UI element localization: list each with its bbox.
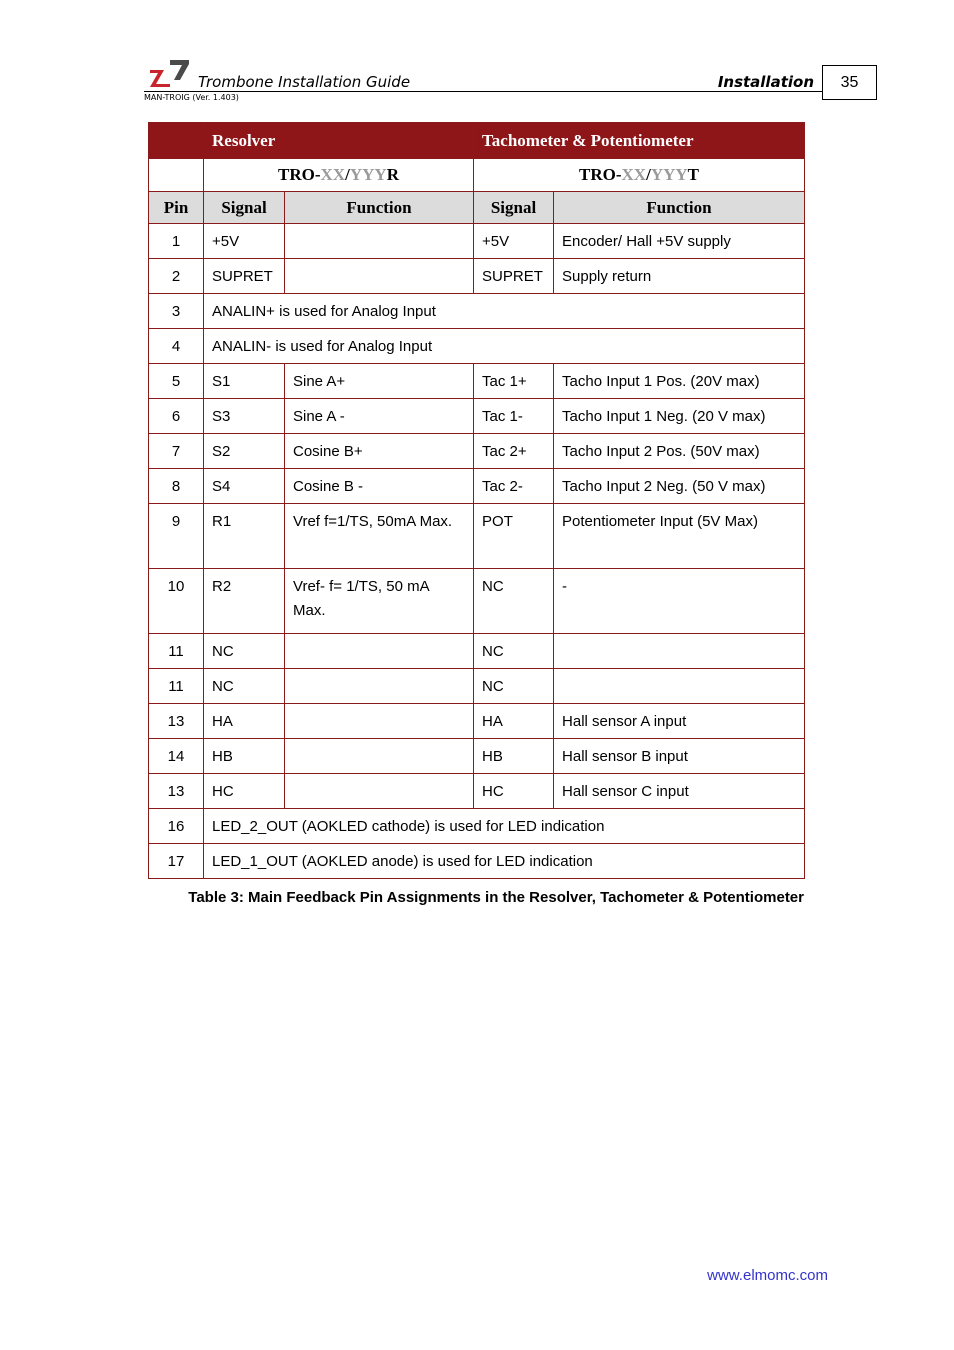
model-yyy: YYY [650, 165, 688, 184]
model-suffix: T [687, 165, 700, 184]
table-caption: Table 3: Main Feedback Pin Assignments in the Resolver, Tachometer & Potentiometer [188, 889, 804, 906]
pin-cell: 13 [149, 704, 204, 739]
function-cell [285, 259, 474, 294]
signal-cell: HC [204, 774, 285, 809]
table-row [149, 669, 805, 704]
section-title: Installation [717, 73, 814, 91]
signal-cell: Tac 1- [474, 399, 554, 434]
signal-cell: S1 [204, 364, 285, 399]
column-header: Function [285, 192, 474, 224]
function-cell [285, 224, 474, 259]
model-row [149, 159, 805, 192]
column-header: Function [554, 192, 805, 224]
column-header: Signal [204, 192, 285, 224]
pin-cell: 2 [149, 259, 204, 294]
function-cell: Vref- f= 1/TS, 50 mA Max. [285, 569, 474, 634]
table-row [149, 634, 805, 669]
signal-cell: Tac 2+ [474, 434, 554, 469]
signal-cell: HA [474, 704, 554, 739]
function-cell [554, 634, 805, 669]
table-row [149, 844, 805, 879]
column-header: Pin [149, 192, 204, 224]
model-suffix: R [386, 165, 399, 184]
function-cell: Cosine B - [285, 469, 474, 504]
description-cell: LED_2_OUT (AOKLED cathode) is used for LED indication [204, 809, 805, 844]
pin-cell: 1 [149, 224, 204, 259]
model-xx: XX [621, 165, 647, 184]
group-header-tachometer: Tachometer & Potentiometer [474, 123, 805, 159]
group-header-row [149, 123, 805, 159]
model-xx: XX [320, 165, 346, 184]
table-row [149, 259, 805, 294]
signal-cell: R1 [204, 504, 285, 569]
signal-cell: NC [204, 634, 285, 669]
pin-cell: 14 [149, 739, 204, 774]
signal-cell: S4 [204, 469, 285, 504]
signal-cell: R2 [204, 569, 285, 634]
pin-cell: 7 [149, 434, 204, 469]
description-cell: ANALIN- is used for Analog Input [204, 329, 805, 364]
pin-cell: 5 [149, 364, 204, 399]
page-number: 35 [822, 65, 877, 100]
model-sep: / [345, 165, 350, 184]
signal-cell: HB [474, 739, 554, 774]
signal-cell: Tac 2- [474, 469, 554, 504]
function-cell: Tacho Input 2 Neg. (50 V max) [554, 469, 805, 504]
pin-cell: 11 [149, 669, 204, 704]
signal-cell: HB [204, 739, 285, 774]
table-row [149, 294, 805, 329]
pin-cell: 8 [149, 469, 204, 504]
signal-cell: HC [474, 774, 554, 809]
function-cell: Tacho Input 1 Neg. (20 V max) [554, 399, 805, 434]
signal-cell: +5V [204, 224, 285, 259]
signal-cell: POT [474, 504, 554, 569]
pin-cell: 13 [149, 774, 204, 809]
model-prefix: TRO- [278, 165, 321, 184]
model-resolver [204, 159, 474, 192]
model-blank [149, 159, 204, 192]
function-cell: Encoder/ Hall +5V supply [554, 224, 805, 259]
signal-cell: NC [474, 669, 554, 704]
description-cell: LED_1_OUT (AOKLED anode) is used for LED indication [204, 844, 805, 879]
table-row [149, 704, 805, 739]
pin-cell: 9 [149, 504, 204, 569]
function-cell: - [554, 569, 805, 634]
function-cell: Hall sensor A input [554, 704, 805, 739]
signal-cell: HA [204, 704, 285, 739]
elmo-logo-icon [146, 58, 190, 88]
table-row [149, 809, 805, 844]
function-cell: Vref f=1/TS, 50mA Max. [285, 504, 474, 569]
column-header-row [149, 192, 805, 224]
function-cell [285, 669, 474, 704]
header-divider [144, 91, 822, 92]
function-cell: Sine A+ [285, 364, 474, 399]
table-row [149, 469, 805, 504]
signal-cell: NC [474, 634, 554, 669]
function-cell: Sine A - [285, 399, 474, 434]
function-cell: Hall sensor C input [554, 774, 805, 809]
pin-cell: 4 [149, 329, 204, 364]
table-row [149, 569, 805, 634]
table-row [149, 739, 805, 774]
signal-cell: SUPRET [204, 259, 285, 294]
website-link[interactable]: www.elmomc.com [707, 1267, 828, 1284]
description-cell: ANALIN+ is used for Analog Input [204, 294, 805, 329]
table-row [149, 434, 805, 469]
function-cell: Hall sensor B input [554, 739, 805, 774]
table-row [149, 504, 805, 569]
function-cell [285, 739, 474, 774]
pin-assignment-table [148, 122, 805, 879]
model-prefix: TRO- [579, 165, 622, 184]
table-row [149, 329, 805, 364]
function-cell [285, 634, 474, 669]
function-cell [554, 669, 805, 704]
signal-cell: NC [204, 669, 285, 704]
signal-cell: Tac 1+ [474, 364, 554, 399]
function-cell: Potentiometer Input (5V Max) [554, 504, 805, 569]
pin-cell: 6 [149, 399, 204, 434]
group-header-resolver: Resolver [204, 123, 474, 159]
pin-cell: 16 [149, 809, 204, 844]
table-row [149, 224, 805, 259]
function-cell [285, 704, 474, 739]
signal-cell: S3 [204, 399, 285, 434]
group-header-blank [149, 123, 204, 159]
function-cell [285, 774, 474, 809]
model-tachometer [474, 159, 805, 192]
function-cell: Supply return [554, 259, 805, 294]
function-cell: Cosine B+ [285, 434, 474, 469]
model-yyy: YYY [349, 165, 387, 184]
pin-cell: 3 [149, 294, 204, 329]
table-row [149, 364, 805, 399]
column-header: Signal [474, 192, 554, 224]
pin-cell: 17 [149, 844, 204, 879]
document-version: MAN-TROIG (Ver. 1.403) [144, 93, 239, 102]
signal-cell: S2 [204, 434, 285, 469]
pin-cell: 11 [149, 634, 204, 669]
table-row [149, 399, 805, 434]
table-row [149, 774, 805, 809]
function-cell: Tacho Input 1 Pos. (20V max) [554, 364, 805, 399]
pin-cell: 10 [149, 569, 204, 634]
function-cell: Tacho Input 2 Pos. (50V max) [554, 434, 805, 469]
signal-cell: +5V [474, 224, 554, 259]
signal-cell: NC [474, 569, 554, 634]
signal-cell: SUPRET [474, 259, 554, 294]
document-title: Trombone Installation Guide [198, 73, 411, 91]
model-sep: / [646, 165, 651, 184]
